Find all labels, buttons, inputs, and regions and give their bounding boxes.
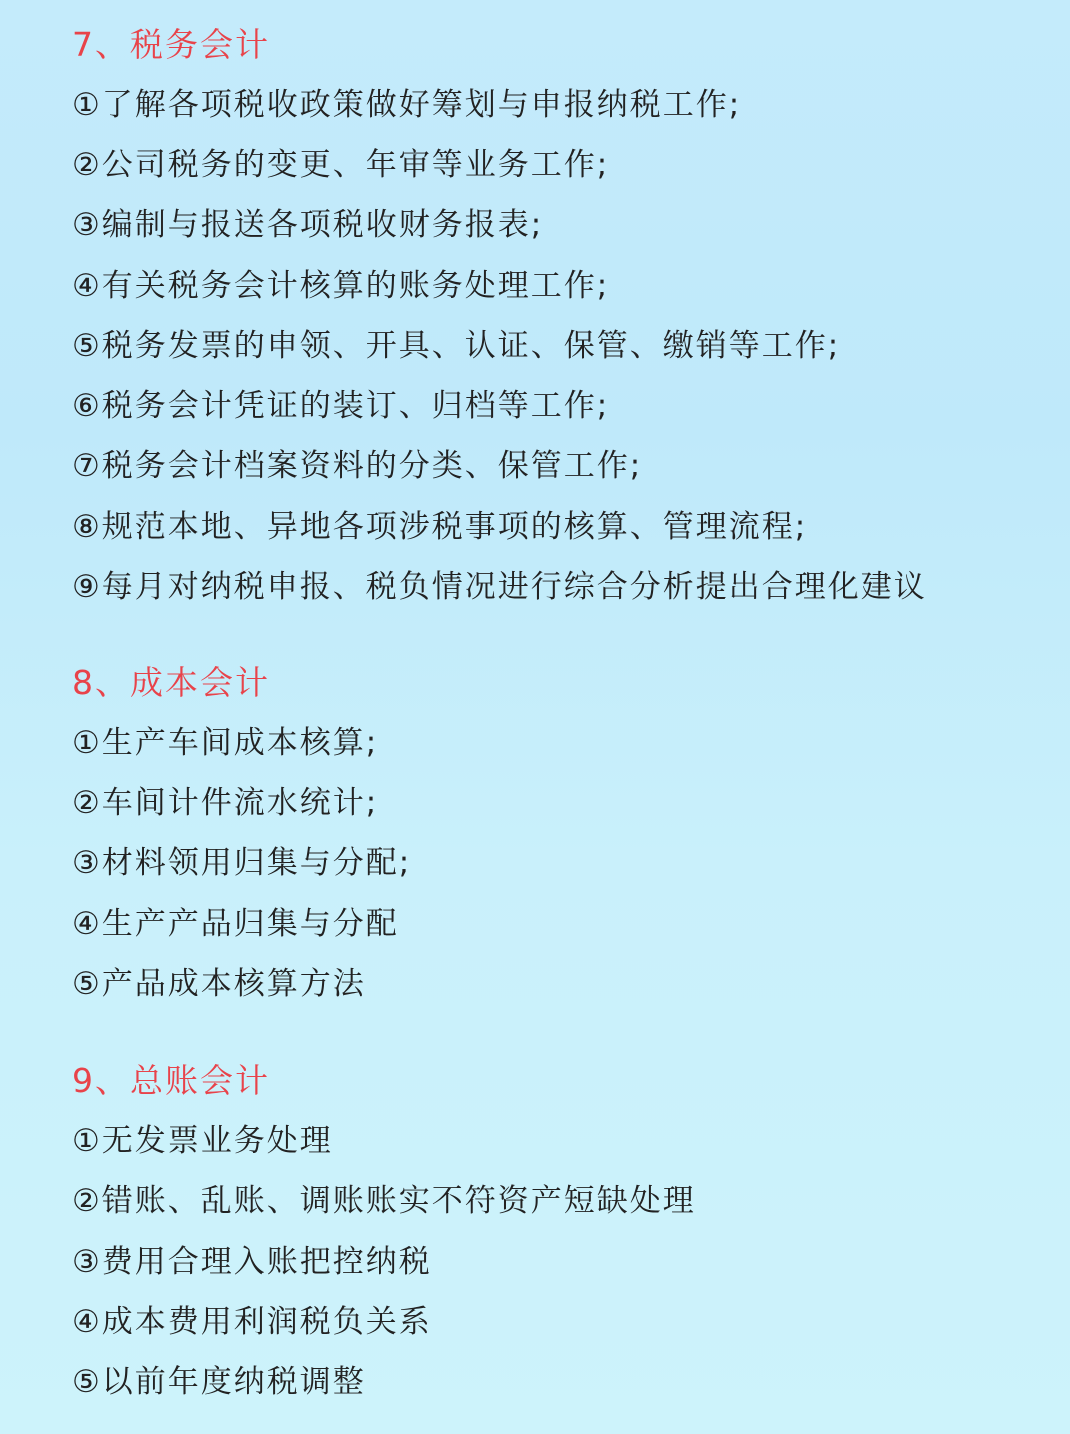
list-item: ③费用合理入账把控纳税 xyxy=(72,1244,432,1280)
list-item: ②公司税务的变更、年审等业务工作; xyxy=(72,147,610,183)
list-item: ②错账、乱账、调账账实不符资产短缺处理 xyxy=(72,1183,696,1219)
list-item: ①生产车间成本核算; xyxy=(72,725,379,761)
list-item: ⑦税务会计档案资料的分类、保管工作; xyxy=(72,448,643,484)
list-item: ⑨每月对纳税申报、税负情况进行综合分析提出合理化建议 xyxy=(72,569,927,605)
list-item: ④成本费用利润税负关系 xyxy=(72,1304,432,1340)
section-title-general-ledger-accounting: 9、总账会计 xyxy=(72,1061,270,1100)
list-item: ③材料领用归集与分配; xyxy=(72,845,412,881)
list-item: ④生产产品归集与分配 xyxy=(72,906,399,942)
list-item: ②车间计件流水统计; xyxy=(72,785,379,821)
section-title-cost-accounting: 8、成本会计 xyxy=(72,663,270,702)
list-item: ③编制与报送各项税收财务报表; xyxy=(72,207,544,243)
list-item: ⑤以前年度纳税调整 xyxy=(72,1364,366,1400)
list-item: ①无发票业务处理 xyxy=(72,1123,333,1159)
list-item: ⑤税务发票的申领、开具、认证、保管、缴销等工作; xyxy=(72,328,841,364)
section-title-tax-accounting: 7、税务会计 xyxy=(72,25,270,64)
list-item: ⑤产品成本核算方法 xyxy=(72,966,366,1002)
list-item: ⑥税务会计凭证的装订、归档等工作; xyxy=(72,388,610,424)
list-item: ①了解各项税收政策做好筹划与申报纳税工作; xyxy=(72,87,742,123)
list-item: ④有关税务会计核算的账务处理工作; xyxy=(72,268,610,304)
list-item: ⑧规范本地、异地各项涉税事项的核算、管理流程; xyxy=(72,509,808,545)
